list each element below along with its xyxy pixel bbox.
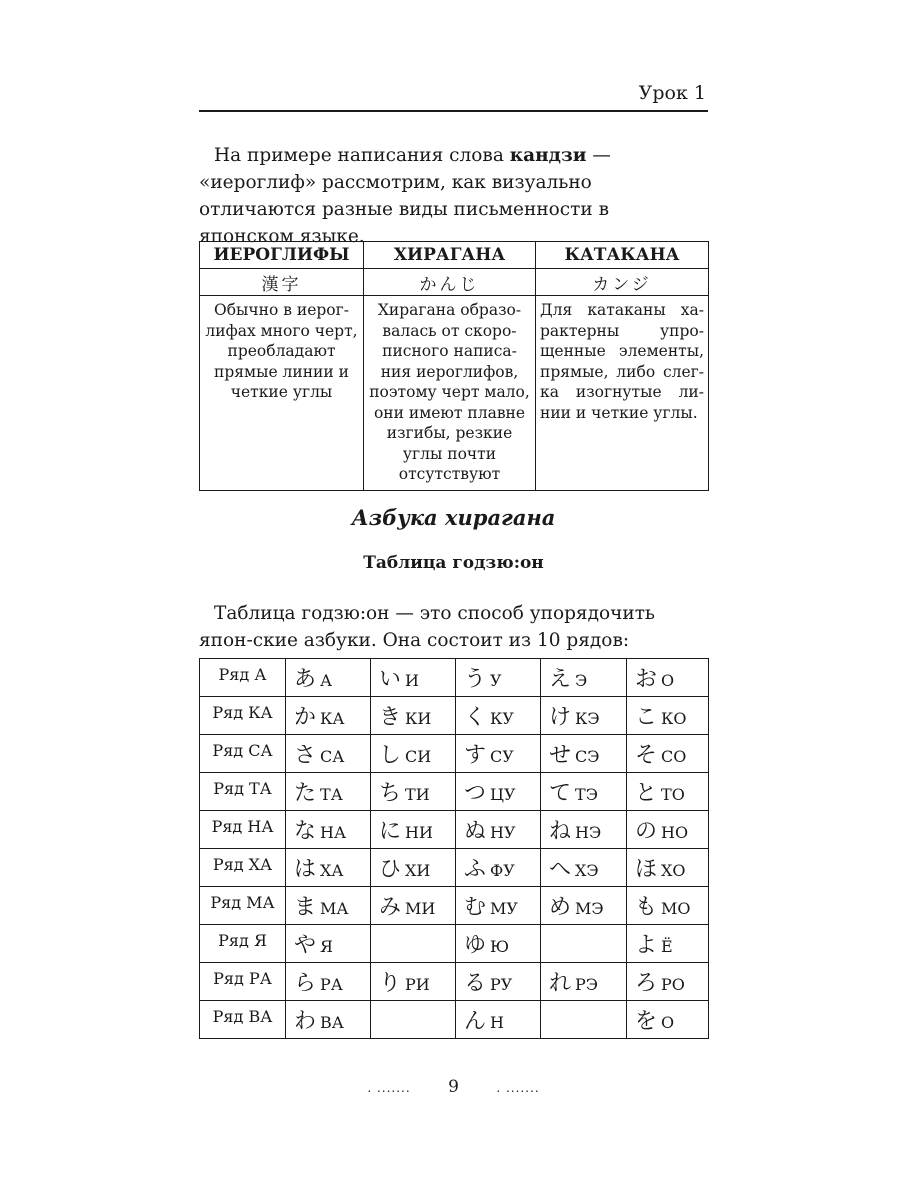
- kana-reading: КО: [661, 709, 687, 728]
- kana-glyph: る: [464, 971, 487, 996]
- kana-cell: [286, 849, 371, 887]
- row-label: Ряд ХА: [200, 849, 286, 887]
- kana-reading: И: [405, 671, 419, 690]
- kana-cell: [286, 1001, 371, 1039]
- kana-cell: [371, 735, 456, 773]
- kana-cell: [456, 659, 541, 697]
- kana-reading: СЭ: [575, 747, 600, 766]
- gojuon-row: [200, 963, 709, 1001]
- kana-glyph: ん: [464, 1009, 487, 1034]
- kana-reading: СА: [320, 747, 345, 766]
- header-kanji: ИЕРОГЛИФЫ: [200, 242, 364, 269]
- kana-reading: РА: [320, 975, 343, 994]
- kana-reading: ТО: [661, 785, 685, 804]
- kana-cell: [371, 849, 456, 887]
- kana-glyph: せ: [549, 743, 572, 768]
- kana-cell: [627, 849, 709, 887]
- kana-reading: СИ: [405, 747, 432, 766]
- kana-glyph: ぬ: [464, 819, 487, 844]
- kana-glyph: よ: [635, 933, 658, 958]
- kana-reading: ТИ: [405, 785, 430, 804]
- kana-cell: [456, 697, 541, 735]
- kana-cell: [456, 887, 541, 925]
- kana-reading: ХИ: [405, 861, 431, 880]
- kana-glyph: や: [294, 933, 317, 958]
- kana-cell: [456, 849, 541, 887]
- lesson-title: Урок 1: [638, 82, 706, 104]
- kana-glyph: ら: [294, 971, 317, 996]
- row-label: Ряд НА: [200, 811, 286, 849]
- row-label: Ряд СА: [200, 735, 286, 773]
- kana-glyph: た: [294, 781, 317, 806]
- kana-glyph: い: [379, 667, 402, 692]
- kana-glyph: み: [379, 895, 402, 920]
- kana-glyph: さ: [294, 743, 317, 768]
- kana-cell: [627, 811, 709, 849]
- kana-cell: [541, 811, 627, 849]
- kana-reading: Ю: [490, 937, 510, 956]
- kana-cell: [627, 773, 709, 811]
- kana-cell: [371, 887, 456, 925]
- intro-text-after: — «иероглиф» рассмотрим, как визуально отличаются разные виды письменности в японском языке.: [199, 145, 611, 247]
- gojuon-row: [200, 659, 709, 697]
- kana-glyph: ほ: [635, 857, 658, 882]
- row-label: Ряд Я: [200, 925, 286, 963]
- intro-paragraph: [199, 142, 708, 250]
- kana-glyph: ゆ: [464, 933, 487, 958]
- kana-glyph: そ: [635, 743, 658, 768]
- kana-reading: ЦУ: [490, 785, 516, 804]
- kana-glyph: し: [379, 743, 402, 768]
- intro-bold-word: кандзи: [509, 145, 587, 166]
- row-label: Ряд ТА: [200, 773, 286, 811]
- footer-dots-right: . .......: [496, 1081, 540, 1095]
- kana-reading: ХО: [661, 861, 686, 880]
- kana-glyph: あ: [294, 667, 317, 692]
- kana-cell: [286, 925, 371, 963]
- kana-glyph: ろ: [635, 971, 658, 996]
- kana-reading: Я: [320, 937, 333, 956]
- kana-reading: У: [490, 671, 502, 690]
- gojuon-row: [200, 887, 709, 925]
- kana-reading: А: [320, 671, 333, 690]
- kana-cell: [371, 925, 456, 963]
- kana-cell: [541, 1001, 627, 1039]
- gojuon-row: [200, 925, 709, 963]
- kana-reading: РУ: [490, 975, 513, 994]
- kana-glyph: ち: [379, 781, 402, 806]
- kana-cell: [627, 963, 709, 1001]
- kana-reading: СО: [661, 747, 687, 766]
- kana-glyph: ね: [549, 819, 572, 844]
- kana-glyph: に: [379, 819, 402, 844]
- gojuon-row: [200, 735, 709, 773]
- kana-cell: [456, 925, 541, 963]
- intro-text-before: На примере написания слова: [214, 145, 510, 166]
- header-hiragana: ХИРАГАНА: [364, 242, 536, 269]
- kana-reading: О: [661, 1013, 675, 1032]
- kana-glyph: れ: [549, 971, 572, 996]
- kana-reading: КИ: [405, 709, 432, 728]
- kana-reading: РЭ: [575, 975, 599, 994]
- kana-cell: [541, 773, 627, 811]
- kana-cell: [371, 963, 456, 1001]
- kana-cell: [286, 659, 371, 697]
- page-header: [199, 78, 708, 112]
- kana-reading: МУ: [490, 899, 518, 918]
- kana-reading: НО: [661, 823, 689, 842]
- kana-cell: [456, 1001, 541, 1039]
- kana-cell: [541, 963, 627, 1001]
- kana-reading: МА: [320, 899, 349, 918]
- kana-cell: [371, 659, 456, 697]
- kana-cell: [456, 811, 541, 849]
- kana-reading: Э: [575, 671, 588, 690]
- kana-glyph: へ: [549, 857, 572, 882]
- kana-cell: [627, 1001, 709, 1039]
- kana-cell: [627, 697, 709, 735]
- subsection-title: Таблица годзю:он: [363, 553, 544, 573]
- gojuon-intro-text: Таблица годзю:он — это способ упорядочить япон-ские азбуки. Она состоит из 10 рядов:: [199, 603, 656, 651]
- kana-reading: ХЭ: [575, 861, 599, 880]
- kana-glyph: り: [379, 971, 402, 996]
- kana-glyph: う: [464, 667, 487, 692]
- kana-cell: [627, 887, 709, 925]
- kana-cell: [286, 773, 371, 811]
- gojuon-row: [200, 773, 709, 811]
- kana-glyph: か: [294, 705, 317, 730]
- row-label: Ряд МА: [200, 887, 286, 925]
- kana-glyph: お: [635, 667, 658, 692]
- kana-glyph: す: [464, 743, 487, 768]
- example-hiragana: かんじ: [364, 269, 536, 296]
- kana-reading: КУ: [490, 709, 514, 728]
- kana-cell: [541, 735, 627, 773]
- gojuon-row: [200, 697, 709, 735]
- kana-glyph: む: [464, 895, 487, 920]
- kana-glyph: え: [549, 667, 572, 692]
- kana-cell: [286, 887, 371, 925]
- kana-cell: [371, 1001, 456, 1039]
- row-label: Ряд ВА: [200, 1001, 286, 1039]
- gojuon-table: [199, 658, 709, 1039]
- row-label: Ряд КА: [200, 697, 286, 735]
- kana-cell: [456, 963, 541, 1001]
- kana-reading: ТЭ: [575, 785, 598, 804]
- kana-cell: [286, 735, 371, 773]
- gojuon-row: [200, 849, 709, 887]
- kana-glyph: き: [379, 705, 402, 730]
- footer-dots-left: . .......: [367, 1081, 411, 1095]
- kana-glyph: け: [549, 705, 572, 730]
- kana-glyph: こ: [635, 705, 658, 730]
- kana-reading: О: [661, 671, 675, 690]
- gojuon-row: [200, 811, 709, 849]
- kana-reading: РО: [661, 975, 685, 994]
- kana-glyph: ま: [294, 895, 317, 920]
- kana-glyph: を: [635, 1009, 658, 1034]
- kana-reading: НИ: [405, 823, 433, 842]
- kana-glyph: は: [294, 857, 317, 882]
- kana-reading: СУ: [490, 747, 514, 766]
- kana-reading: ХА: [320, 861, 344, 880]
- kana-glyph: わ: [294, 1009, 317, 1034]
- kana-reading: НА: [320, 823, 347, 842]
- kana-reading: КЭ: [575, 709, 600, 728]
- example-katakana: カンジ: [536, 269, 709, 296]
- kana-reading: КА: [320, 709, 345, 728]
- kana-reading: НЭ: [575, 823, 602, 842]
- kana-glyph: め: [549, 895, 572, 920]
- kana-cell: [541, 659, 627, 697]
- row-label: Ряд А: [200, 659, 286, 697]
- page-number: 9: [448, 1077, 459, 1097]
- kana-reading: ФУ: [490, 861, 515, 880]
- kana-glyph: と: [635, 781, 658, 806]
- kana-glyph: な: [294, 819, 317, 844]
- kana-cell: [286, 811, 371, 849]
- kana-cell: [541, 849, 627, 887]
- description-kanji: Обычно в иерог-лифах много черт, преобладают прямые линии и четкие углы: [200, 296, 364, 491]
- kana-reading: МО: [661, 899, 691, 918]
- kana-reading: МИ: [405, 899, 436, 918]
- page-footer: [199, 1077, 708, 1097]
- kana-cell: [456, 773, 541, 811]
- kana-reading: ТА: [320, 785, 343, 804]
- kana-cell: [541, 697, 627, 735]
- header-katakana: КАТАКАНА: [536, 242, 709, 269]
- gojuon-row: [200, 1001, 709, 1039]
- description-hiragana: Хирагана образо-валась от скоро-писного написа-ния иероглифов, поэтому черт мало, они имеют плавне изгибы, резкие углы почти отсутствуют: [364, 296, 536, 491]
- kana-cell: [541, 925, 627, 963]
- kana-glyph: の: [635, 819, 658, 844]
- row-label: Ряд РА: [200, 963, 286, 1001]
- kana-cell: [371, 773, 456, 811]
- kana-reading: РИ: [405, 975, 430, 994]
- kana-cell: [286, 963, 371, 1001]
- kana-glyph: つ: [464, 781, 487, 806]
- writing-systems-table: [199, 241, 709, 491]
- kana-reading: Н: [490, 1013, 504, 1032]
- kana-glyph: て: [549, 781, 572, 806]
- kana-cell: [286, 697, 371, 735]
- kana-cell: [627, 735, 709, 773]
- kana-cell: [541, 887, 627, 925]
- kana-cell: [456, 735, 541, 773]
- gojuon-intro-paragraph: [199, 600, 708, 654]
- kana-cell: [627, 925, 709, 963]
- kana-reading: МЭ: [575, 899, 604, 918]
- description-katakana: Для катаканы ха-рактерны упро-щенные элементы, прямые, либо слег-ка изогнутые ли-нии и четкие углы.: [536, 296, 709, 491]
- kana-cell: [371, 811, 456, 849]
- section-title: Азбука хирагана: [351, 505, 556, 530]
- kana-reading: НУ: [490, 823, 516, 842]
- kana-glyph: ふ: [464, 857, 487, 882]
- kana-cell: [627, 659, 709, 697]
- kana-cell: [371, 697, 456, 735]
- kana-glyph: く: [464, 705, 487, 730]
- kana-glyph: ひ: [379, 857, 402, 882]
- kana-reading: Ё: [661, 937, 673, 956]
- example-kanji: 漢字: [200, 269, 364, 296]
- kana-glyph: も: [635, 895, 658, 920]
- kana-reading: ВА: [320, 1013, 344, 1032]
